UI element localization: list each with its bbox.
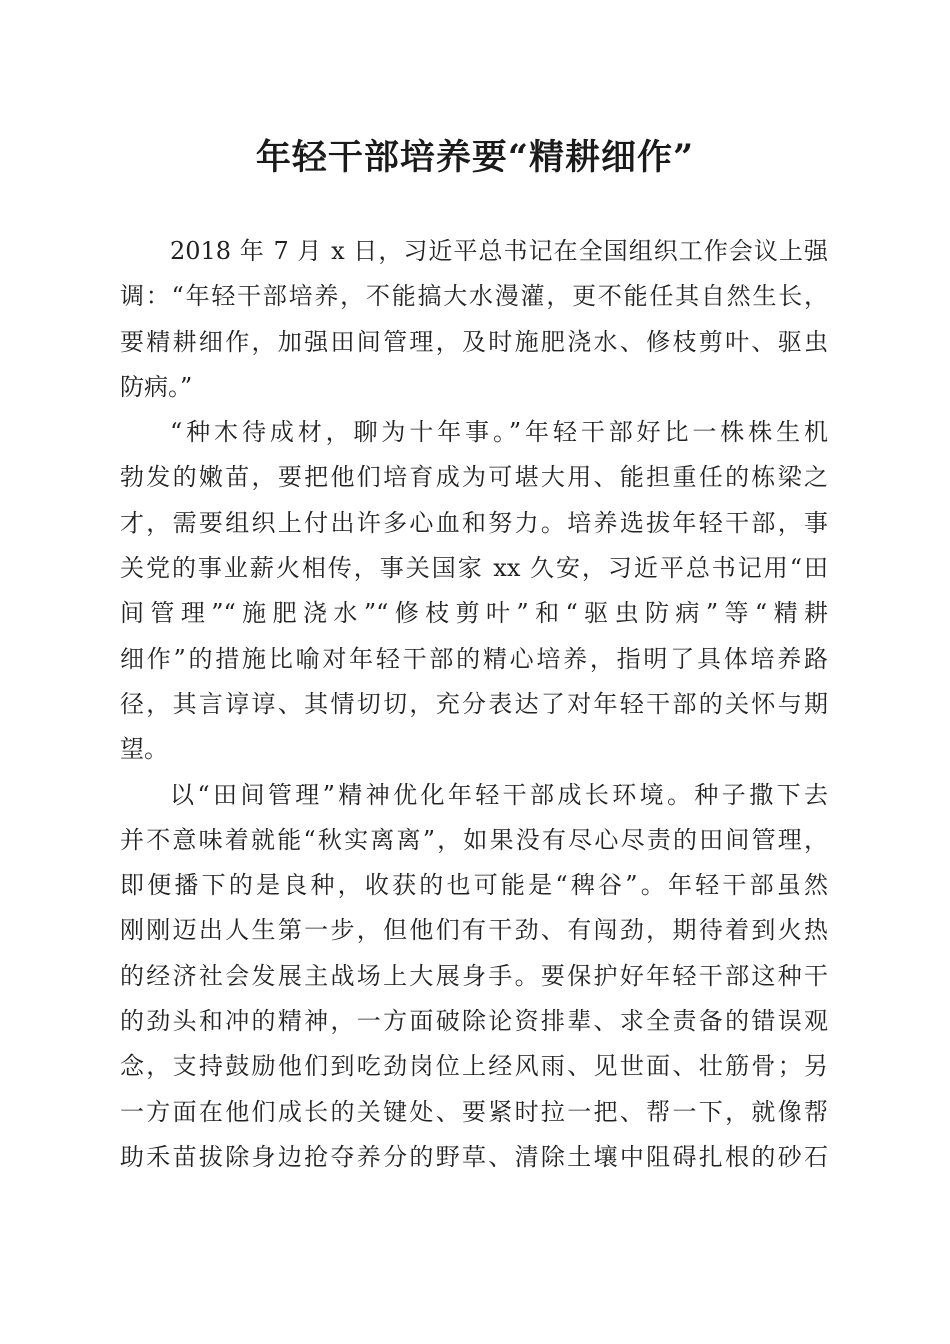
text-line: 念，支持鼓励他们到吃劲岗位上经风雨、见世面、壮筋骨；另 xyxy=(120,1052,828,1081)
paragraph-3 xyxy=(120,773,828,1181)
paragraph-1 xyxy=(120,229,828,410)
text-line: 以“田间管理”精神优化年轻干部成长环境。种子撒下去 xyxy=(170,780,828,809)
text-line: 间管理”“施肥浇水”“修枝剪叶”和“驱虫防病”等“精耕 xyxy=(120,599,828,628)
document-title: 年轻干部培养要“精耕细作” xyxy=(255,137,695,178)
text-line: 勃发的嫩苗，要把他们培育成为可堪大用、能担重任的栋梁之 xyxy=(120,463,828,492)
text-line: 一方面在他们成长的关键处、要紧时拉一把、帮一下，就像帮 xyxy=(120,1097,828,1126)
text-line: 望。 xyxy=(120,735,168,764)
text-line: 细作”的措施比喻对年轻干部的精心培养，指明了具体培养路 xyxy=(120,644,828,673)
text-line: 2018 年 7 月 x 日，习近平总书记在全国组织工作会议上强 xyxy=(170,237,828,265)
text-line: 防病。” xyxy=(120,372,193,401)
text-line: 关党的事业薪火相传，事关国家 xx 久安，习近平总书记用“田 xyxy=(120,554,828,583)
text-line: 径，其言谆谆、其情切切，充分表达了对年轻干部的关怀与期 xyxy=(120,689,828,718)
text-line: “种木待成材，聊为十年事。”年轻干部好比一株株生机 xyxy=(170,418,828,447)
text-line: 刚刚迈出人生第一步，但他们有干劲、有闯劲，期待着到火热 xyxy=(120,916,828,945)
text-line: 调：“年轻干部培养，不能搞大水漫灌，更不能任其自然生长， xyxy=(120,282,828,311)
text-line: 的经济社会发展主战场上大展身手。要保护好年轻干部这种干 xyxy=(120,961,828,990)
document-body xyxy=(120,229,828,1180)
text-line: 助禾苗拔除身边抢夺养分的野草、清除土壤中阻碍扎根的砂石 xyxy=(120,1142,828,1171)
text-line: 要精耕细作，加强田间管理，及时施肥浇水、修枝剪叶、驱虫 xyxy=(120,327,828,356)
text-line: 的劲头和冲的精神，一方面破除论资排辈、求全责备的错误观 xyxy=(120,1007,828,1036)
paragraph-2 xyxy=(120,410,828,772)
text-line: 并不意味着就能“秋实离离”，如果没有尽心尽责的田间管理， xyxy=(120,825,828,854)
text-line: 才，需要组织上付出许多心血和努力。培养选拔年轻干部，事 xyxy=(120,508,828,537)
text-line: 即便播下的是良种，收获的也可能是“稗谷”。年轻干部虽然 xyxy=(120,871,828,900)
